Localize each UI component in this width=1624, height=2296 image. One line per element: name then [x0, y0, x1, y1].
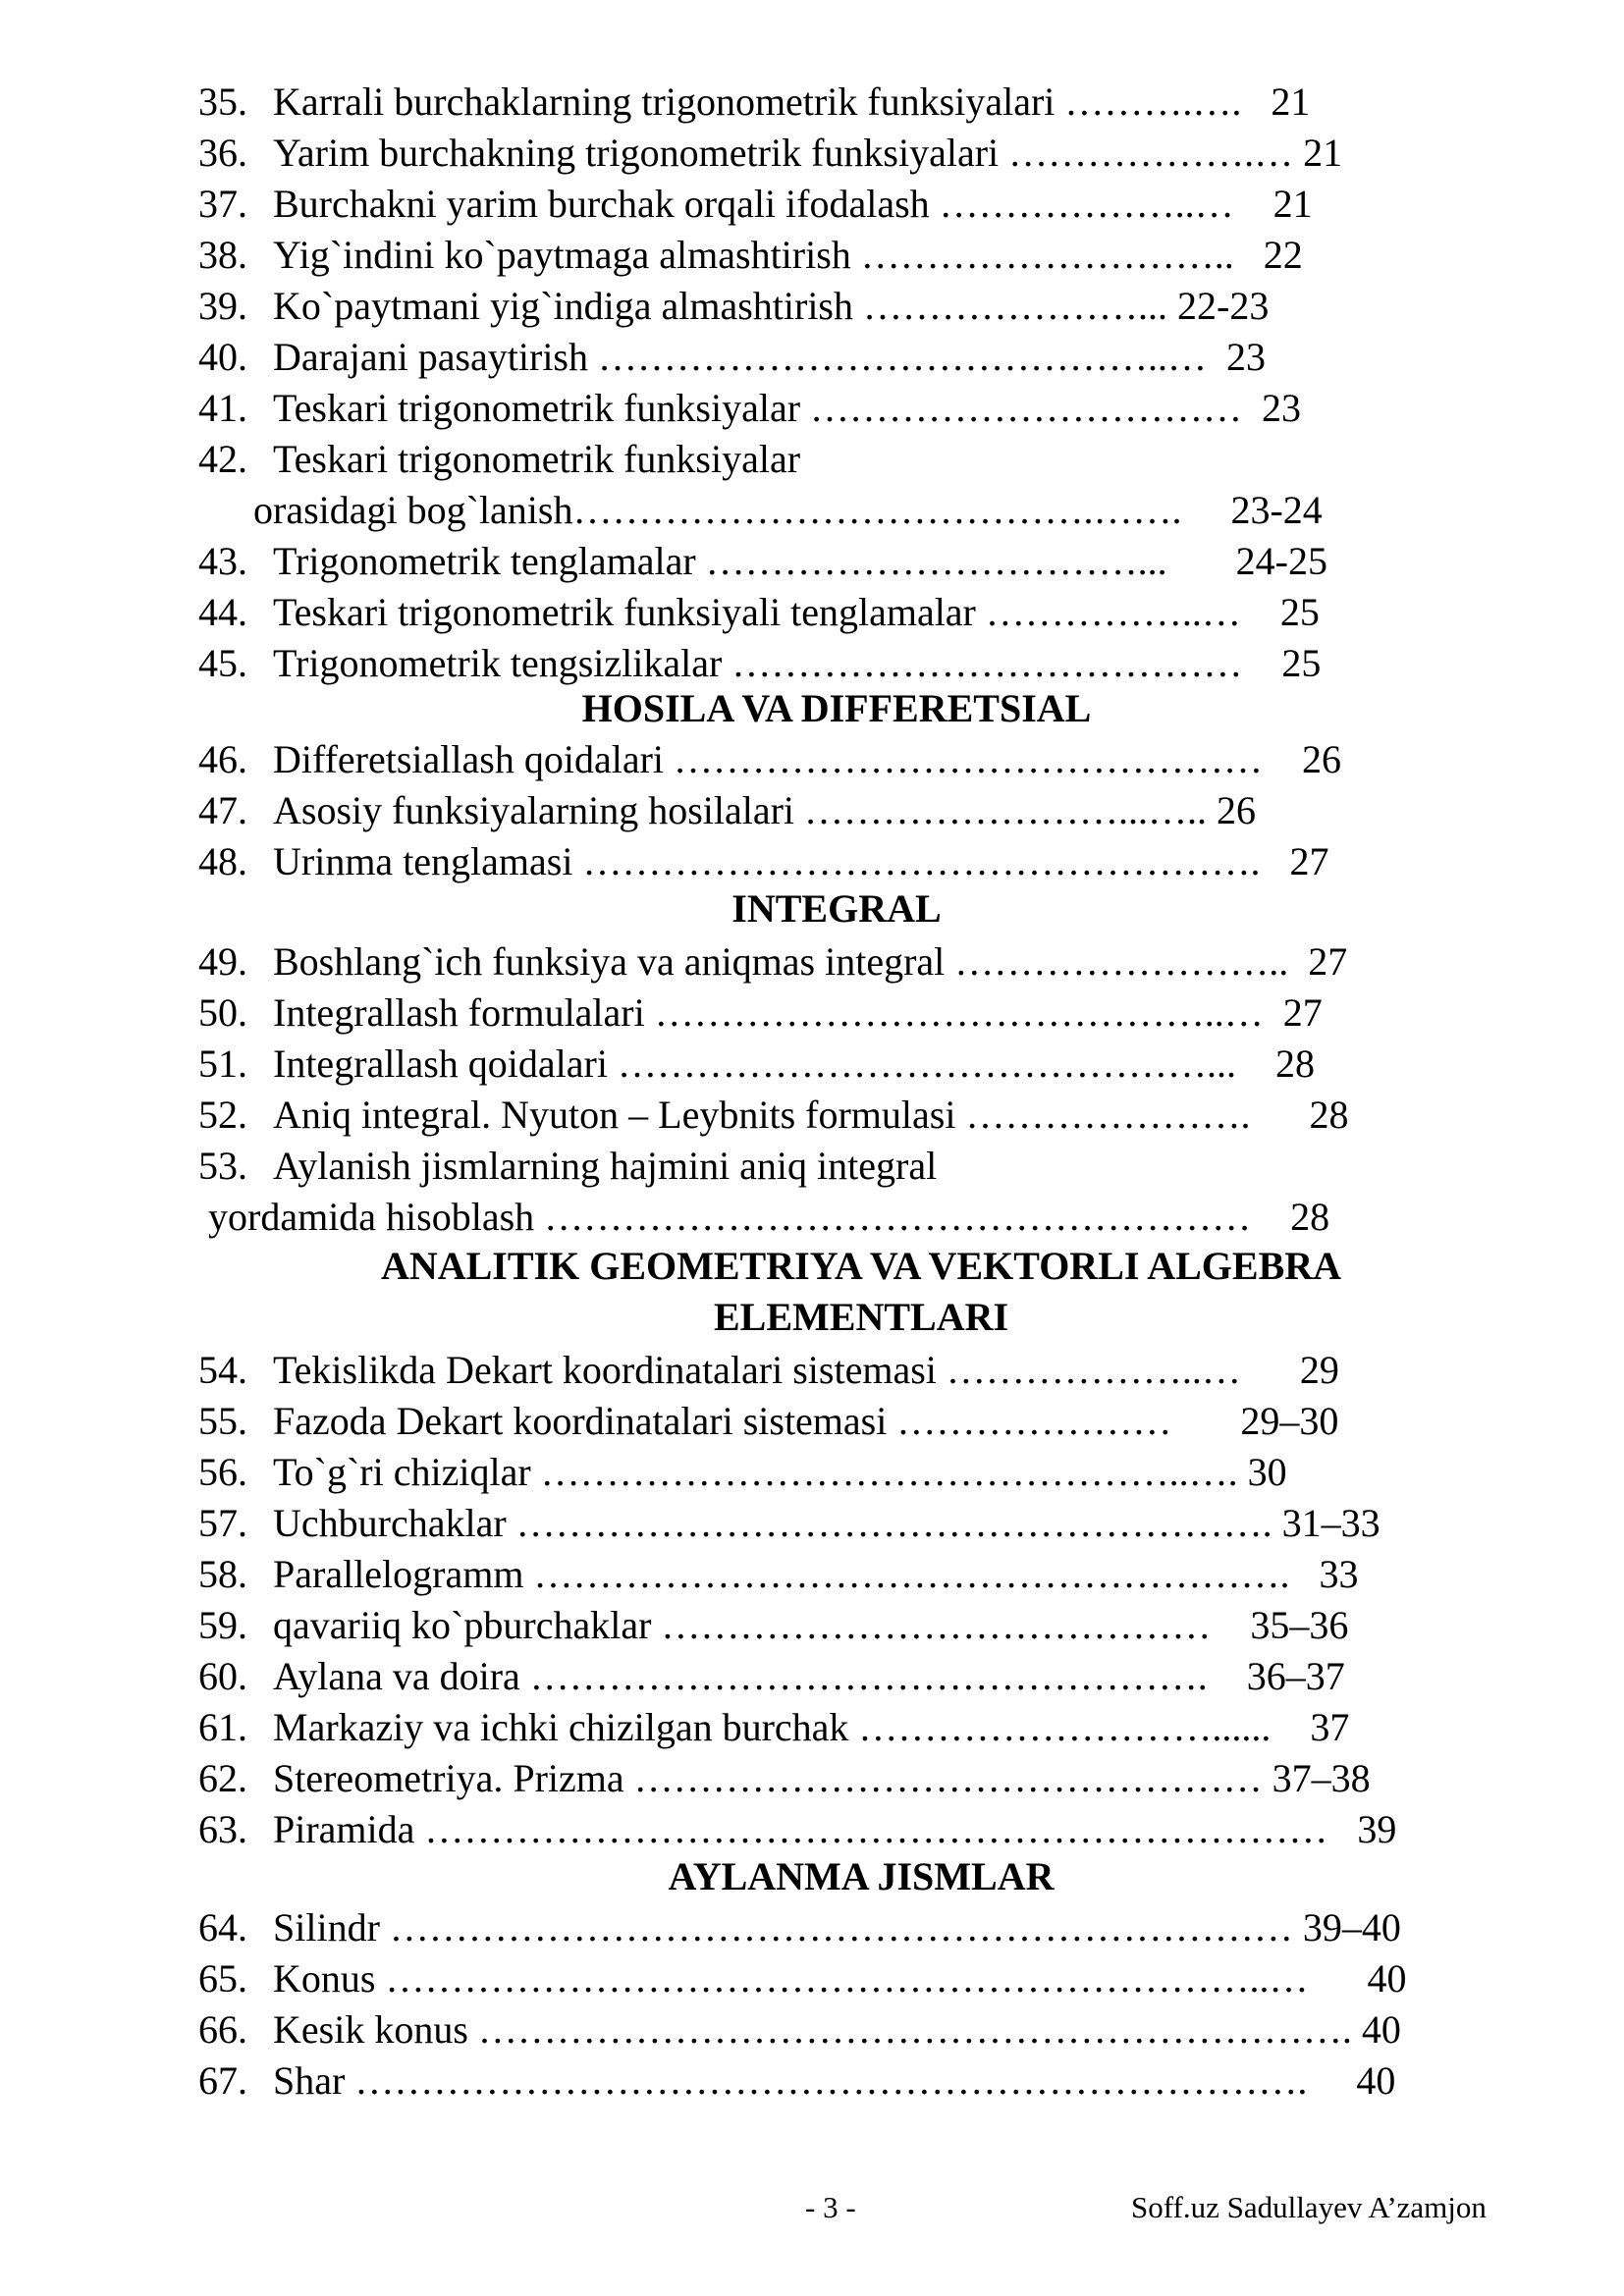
footer-author: Soff.uz Sadullayev A’zamjon	[1131, 2190, 1487, 2224]
toc-entry	[198, 181, 1475, 228]
toc-entry-text: Burchakni yarim burchak orqali ifodalash ………………..… 21	[273, 182, 1313, 226]
toc-entry	[198, 436, 1475, 483]
toc-entry-number: 55.	[198, 1399, 247, 1443]
toc-entry-number: 65.	[198, 1956, 247, 2001]
toc-entry-number: 42.	[198, 437, 247, 481]
toc-entry-text: To`g`ri chiziqlar …………………………………………..…. 30	[273, 1450, 1287, 1494]
toc-entry-number: 45.	[198, 641, 247, 685]
toc-entry-text: Piramida …………………………………………………………… 39	[273, 1807, 1397, 1851]
toc-entry-text: Kesik konus …………………………………………………………. 40	[273, 2007, 1401, 2052]
toc-entry	[198, 1347, 1504, 1394]
toc-entry	[198, 1092, 1504, 1139]
toc-entry-text: qavariiq ko`pburchaklar …………………………………… 35–36	[273, 1603, 1349, 1647]
toc-entry	[198, 938, 1504, 986]
toc-entry-text: Aylanish jismlarning hajmini aniq integral	[273, 1144, 938, 1188]
toc-entry	[198, 334, 1475, 381]
toc-entry	[198, 1551, 1504, 1598]
toc-entry-number: 56.	[198, 1450, 247, 1494]
toc-entry-text: Teskari trigonometrik funksiyalar …………………………… 23	[273, 386, 1302, 430]
toc-entry-text: Ko`paytmani yig`indiga almashtirish …………………... 22-23	[273, 284, 1270, 328]
toc-entry	[198, 1955, 1514, 2002]
toc-entry	[198, 736, 1475, 783]
toc-entry	[198, 989, 1504, 1037]
toc-entry-number: 60.	[198, 1654, 247, 1698]
section-heading: INTEGRAL	[731, 886, 942, 931]
toc-entry	[198, 79, 1475, 126]
toc-entry	[198, 1500, 1504, 1547]
toc-entry-number: 61.	[198, 1705, 247, 1749]
toc-entry	[198, 538, 1475, 585]
toc-entry	[198, 1602, 1504, 1649]
toc-entry-number: 63.	[198, 1807, 247, 1851]
toc-entry-text: Markaziy va ichki chizilgan burchak ………………………...... 37	[273, 1705, 1350, 1749]
section-heading: AYLANMA JISMLAR	[668, 1854, 1055, 1898]
toc-entry	[198, 1755, 1504, 1802]
toc-entry	[198, 1904, 1514, 1951]
toc-entry	[198, 640, 1475, 687]
toc-entry	[198, 1449, 1504, 1496]
toc-entry	[198, 589, 1475, 636]
toc-entry-number: 49.	[198, 939, 247, 984]
toc-entry-number: 51.	[198, 1041, 247, 1086]
section-heading: ELEMENTLARI	[713, 1295, 1009, 1339]
toc-entry-number: 67.	[198, 2058, 247, 2103]
toc-entry-text: Trigonometrik tenglamalar ……………………………... 24-25	[273, 539, 1327, 583]
toc-entry-continuation	[134, 1194, 1508, 1241]
toc-entry	[198, 1041, 1504, 1088]
toc-entry-number: 46.	[198, 737, 247, 781]
toc-entry-number: 36.	[198, 131, 247, 175]
toc-entry	[198, 130, 1475, 177]
toc-entry	[198, 385, 1475, 432]
toc-entry-text: Yig`indini ko`paytmaga almashtirish ……………………….. 22	[273, 233, 1303, 277]
toc-entry-text: Fazoda Dekart koordinatalari sistemasi ………………… 29–30	[273, 1399, 1339, 1443]
toc-entry-text: Konus …………………………………………………………..… 40	[273, 1956, 1407, 2001]
toc-entry-number: 44.	[198, 590, 247, 634]
toc-entry	[198, 2057, 1514, 2105]
toc-entry	[198, 1143, 1504, 1190]
toc-entry	[198, 787, 1475, 834]
toc-entry	[198, 1398, 1504, 1445]
toc-entry-number: 62.	[198, 1756, 247, 1800]
toc-entry-continuation	[179, 487, 1475, 534]
toc-entry-text: Trigonometrik tengsizlikalar ………………………………… 25	[273, 641, 1322, 685]
toc-entry-text: Silindr …………………………………………………………… 39–40	[273, 1905, 1401, 1949]
toc-entry-number: 54.	[198, 1348, 247, 1392]
toc-entry-text: Tekislikda Dekart koordinatalari sistemasi ………………..… 29	[273, 1348, 1339, 1392]
toc-entry-text: Karrali burchaklarning trigonometrik funksiyalari ……….…. 21	[273, 80, 1311, 124]
toc-entry-number: 40.	[198, 335, 247, 379]
toc-entry	[198, 2006, 1514, 2054]
toc-entry-text: Aniq integral. Nyuton – Leybnits formulasi …………………. 28	[273, 1093, 1349, 1137]
toc-entry-number: 48.	[198, 839, 247, 883]
toc-entry	[198, 283, 1475, 330]
toc-entry-text: Asosiy funksiyalarning hosilalari ……………………...….. 26	[273, 788, 1257, 832]
toc-entry-number: 47.	[198, 788, 247, 832]
toc-entry-number: 50.	[198, 990, 247, 1035]
toc-entry-text: Stereometriya. Prizma ………………………………………… 37–38	[273, 1756, 1371, 1800]
toc-entry-number: 35.	[198, 80, 247, 124]
toc-entry-text: Uchburchaklar …………………………………………………. 31–33	[273, 1501, 1380, 1545]
toc-entry-number: 43.	[198, 539, 247, 583]
toc-entry	[198, 232, 1475, 279]
toc-entry-number: 57.	[198, 1501, 247, 1545]
toc-entry	[198, 1704, 1504, 1751]
toc-entry-text: Aylana va doira ……………………………………………. 36–37	[273, 1654, 1345, 1698]
toc-entry-number: 66.	[198, 2007, 247, 2052]
toc-entry-text: Integrallash qoidalari ………………………………………... 28	[273, 1041, 1315, 1086]
toc-entry	[198, 838, 1475, 885]
toc-entry-text: yordamida hisoblash ……………………………………………… 28	[208, 1195, 1330, 1239]
toc-entry-text: Yarim burchakning trigonometrik funksiyalari ……………….… 21	[273, 131, 1343, 175]
toc-entry-text: Shar ………………………………………………………………. 40	[273, 2058, 1396, 2103]
toc-entry-number: 64.	[198, 1905, 247, 1949]
toc-entry-text: Teskari trigonometrik funksiyali tenglamalar ……………..… 25	[273, 590, 1320, 634]
section-heading: ANALITIK GEOMETRIYA VA VEKTORLI ALGEBRA	[380, 1244, 1342, 1288]
toc-entry-text: Teskari trigonometrik funksiyalar	[273, 437, 801, 481]
toc-entry-text: Boshlang`ich funksiya va aniqmas integral …………………….. 27	[273, 939, 1348, 984]
page-number: - 3 -	[805, 2190, 856, 2224]
toc-entry	[198, 1653, 1504, 1700]
toc-entry-number: 59.	[198, 1603, 247, 1647]
toc-entry-text: Urinma tenglamasi ……………………………………………. 27	[273, 839, 1329, 883]
toc-entry-number: 39.	[198, 284, 247, 328]
toc-entry-number: 52.	[198, 1093, 247, 1137]
toc-entry-text: Integrallash formulalari ……………………………………..… 27	[273, 990, 1323, 1035]
toc-entry-number: 38.	[198, 233, 247, 277]
toc-entry-text: Darajani pasaytirish ……………………………………..… 23	[273, 335, 1266, 379]
toc-entry-number: 58.	[198, 1552, 247, 1596]
toc-entry-text: Parallelogramm …………………………………………………. 33	[273, 1552, 1359, 1596]
toc-entry-number: 41.	[198, 386, 247, 430]
toc-entry-number: 37.	[198, 182, 247, 226]
toc-entry-number: 53.	[198, 1144, 247, 1188]
toc-entry-text: orasidagi bog`lanish………………………………….……. 23-24	[253, 488, 1323, 532]
toc-entry-text: Differetsiallash qoidalari ……………………………………… 26	[273, 737, 1342, 781]
toc-entry	[198, 1806, 1504, 1853]
section-heading: HOSILA VA DIFFERETSIAL	[581, 686, 1092, 730]
